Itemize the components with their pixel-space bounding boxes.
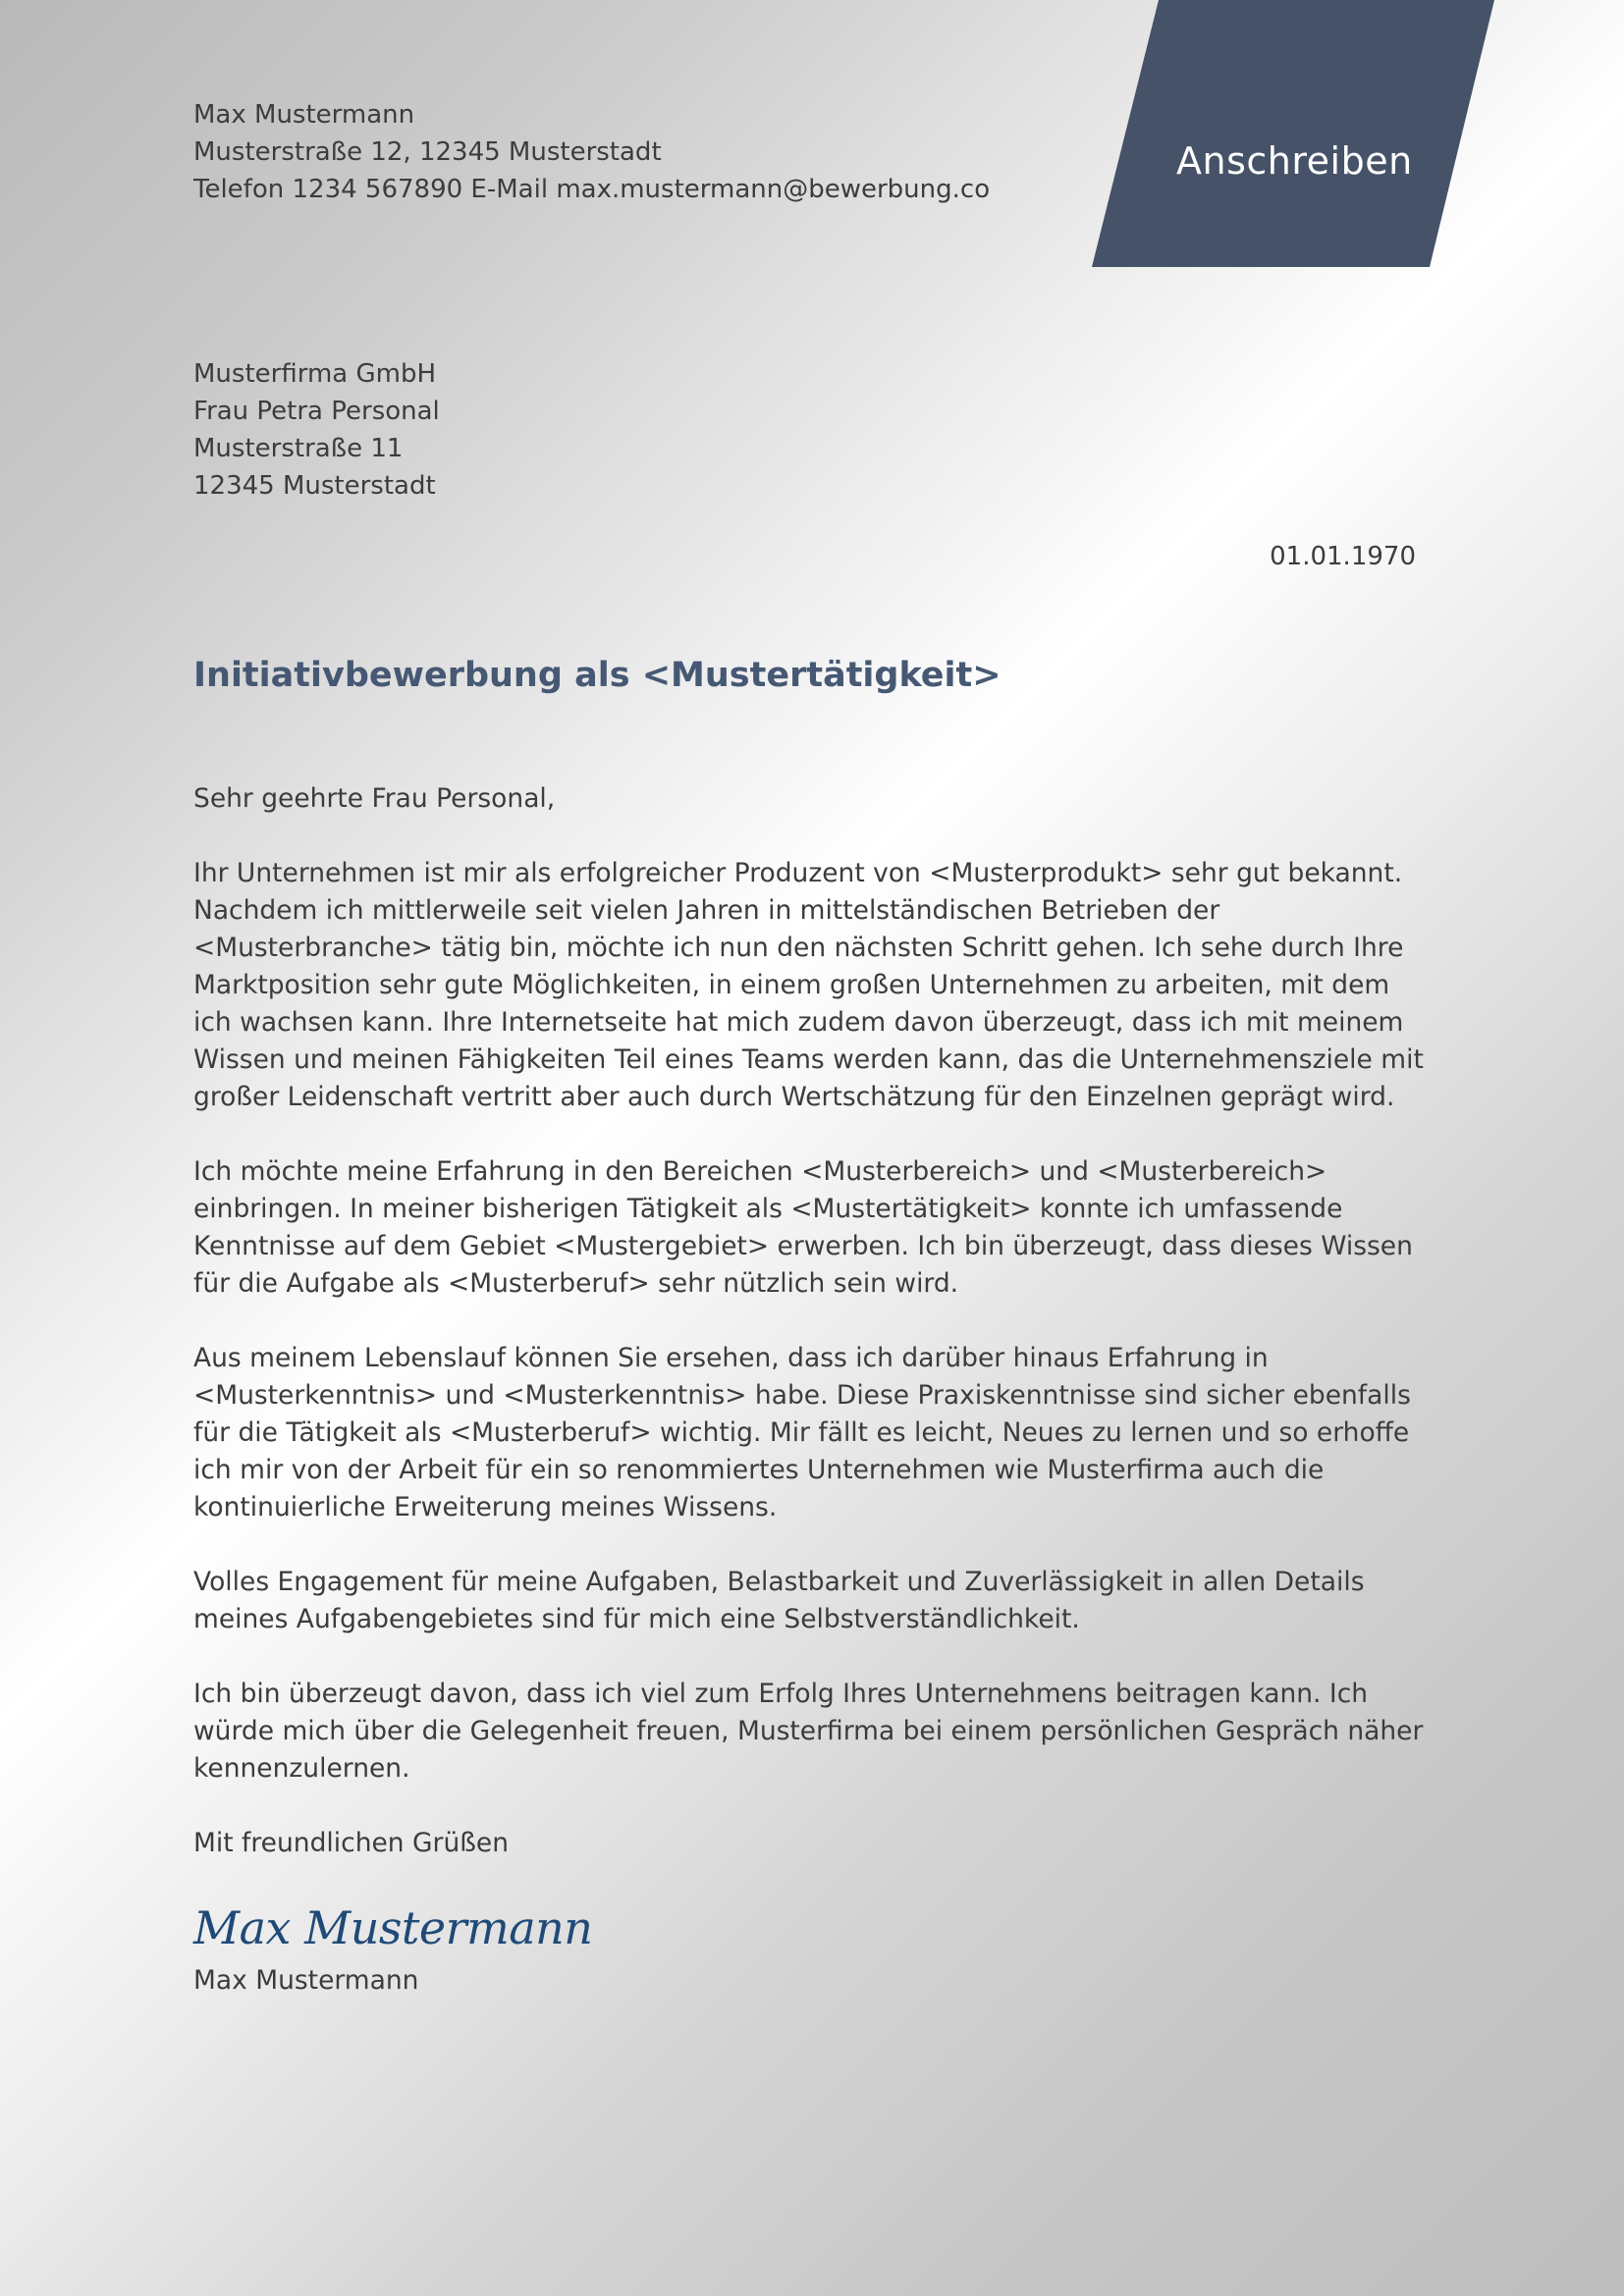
body-paragraph-3: Aus meinem Lebenslauf können Sie ersehen, dass ich darüber hinaus Erfahrung in <Musterkenntnis> und <Musterkenntnis> habe. Diese Praxiskenntnisse sind sicher ebenfalls für die Tätigkeit als <Musterberuf> wichtig. Mir fällt es leicht, Neues zu lernen und so erhoffe ich mir von der Arbeit für ein so renommiertes Unternehmen wie Musterfirma auch die kontinuierliche Erweiterung meines Wissens.: [193, 1343, 1411, 1522]
sender-name: Max Mustermann: [193, 100, 415, 130]
sender-address: Musterstraße 12, 12345 Musterstadt: [193, 137, 662, 167]
banner-shape: [1090, 0, 1502, 267]
signer-name: Max Mustermann: [193, 1965, 419, 1996]
body-paragraph-5: Ich bin überzeugt davon, dass ich viel zum Erfolg Ihres Unternehmens beitragen kann. Ich würde mich über die Gelegenheit freuen, Musterfirma bei einem persönlichen Gespräch näher kennenzulernen.: [193, 1679, 1424, 1784]
document-type-banner: [1090, 0, 1502, 267]
body-paragraph-1: Ihr Unternehmen ist mir als erfolgreicher Produzent von <Musterprodukt> sehr gut bekannt. Nachdem ich mittlerweile seit vielen Jahren in mittelständischen Betrieben der <Musterbranche> tätig bin, möchte ich nun den nächsten Schritt gehen. Ich sehe durch Ihre Marktposition sehr gute Möglichkeiten, in einem großen Unternehmen zu arbeiten, mit dem ich wachsen kann. Ihre Internetseite hat mich zudem davon überzeugt, dass ich mit meinem Wissen und meinen Fähigkeiten Teil eines Teams werden kann, das die Unternehmensziele mit großer Leidenschaft vertritt aber auch durch Wertschätzung für den Einzelnen geprägt wird.: [193, 858, 1424, 1112]
handwritten-signature: Max Mustermann: [193, 1901, 593, 1954]
salutation: Sehr geehrte Frau Personal,: [193, 783, 556, 814]
recipient-street: Musterstraße 11: [193, 434, 404, 463]
letter-date: 01.01.1970: [1270, 542, 1416, 571]
letter-body: [193, 780, 1431, 2000]
recipient-block: [193, 355, 440, 505]
recipient-city: 12345 Musterstadt: [193, 471, 436, 501]
subject-line: Initiativbewerbung als <Mustertätigkeit>: [193, 656, 1001, 695]
sender-contact: Telefon 1234 567890 E-Mail max.mustermann@bewerbung.co: [193, 175, 991, 204]
body-paragraph-2: Ich möchte meine Erfahrung in den Bereichen <Musterbereich> und <Musterbereich> einbringen. In meiner bisherigen Tätigkeit als <Mustertätigkeit> konnte ich umfassende Kenntnisse auf dem Gebiet <Mustergebiet> erwerben. Ich bin überzeugt, dass dieses Wissen für die Aufgabe als <Musterberuf> sehr nützlich sein wird.: [193, 1156, 1413, 1299]
sender-block: [193, 96, 990, 208]
recipient-person: Frau Petra Personal: [193, 397, 440, 426]
recipient-company: Musterfirma GmbH: [193, 359, 436, 389]
body-paragraph-4: Volles Engagement für meine Aufgaben, Belastbarkeit und Zuverlässigkeit in allen Details meines Aufgabengebietes sind für mich eine Selbstverständlichkeit.: [193, 1567, 1365, 1634]
banner-label: Anschreiben: [1176, 139, 1413, 183]
closing-phrase: Mit freundlichen Grüßen: [193, 1828, 510, 1858]
